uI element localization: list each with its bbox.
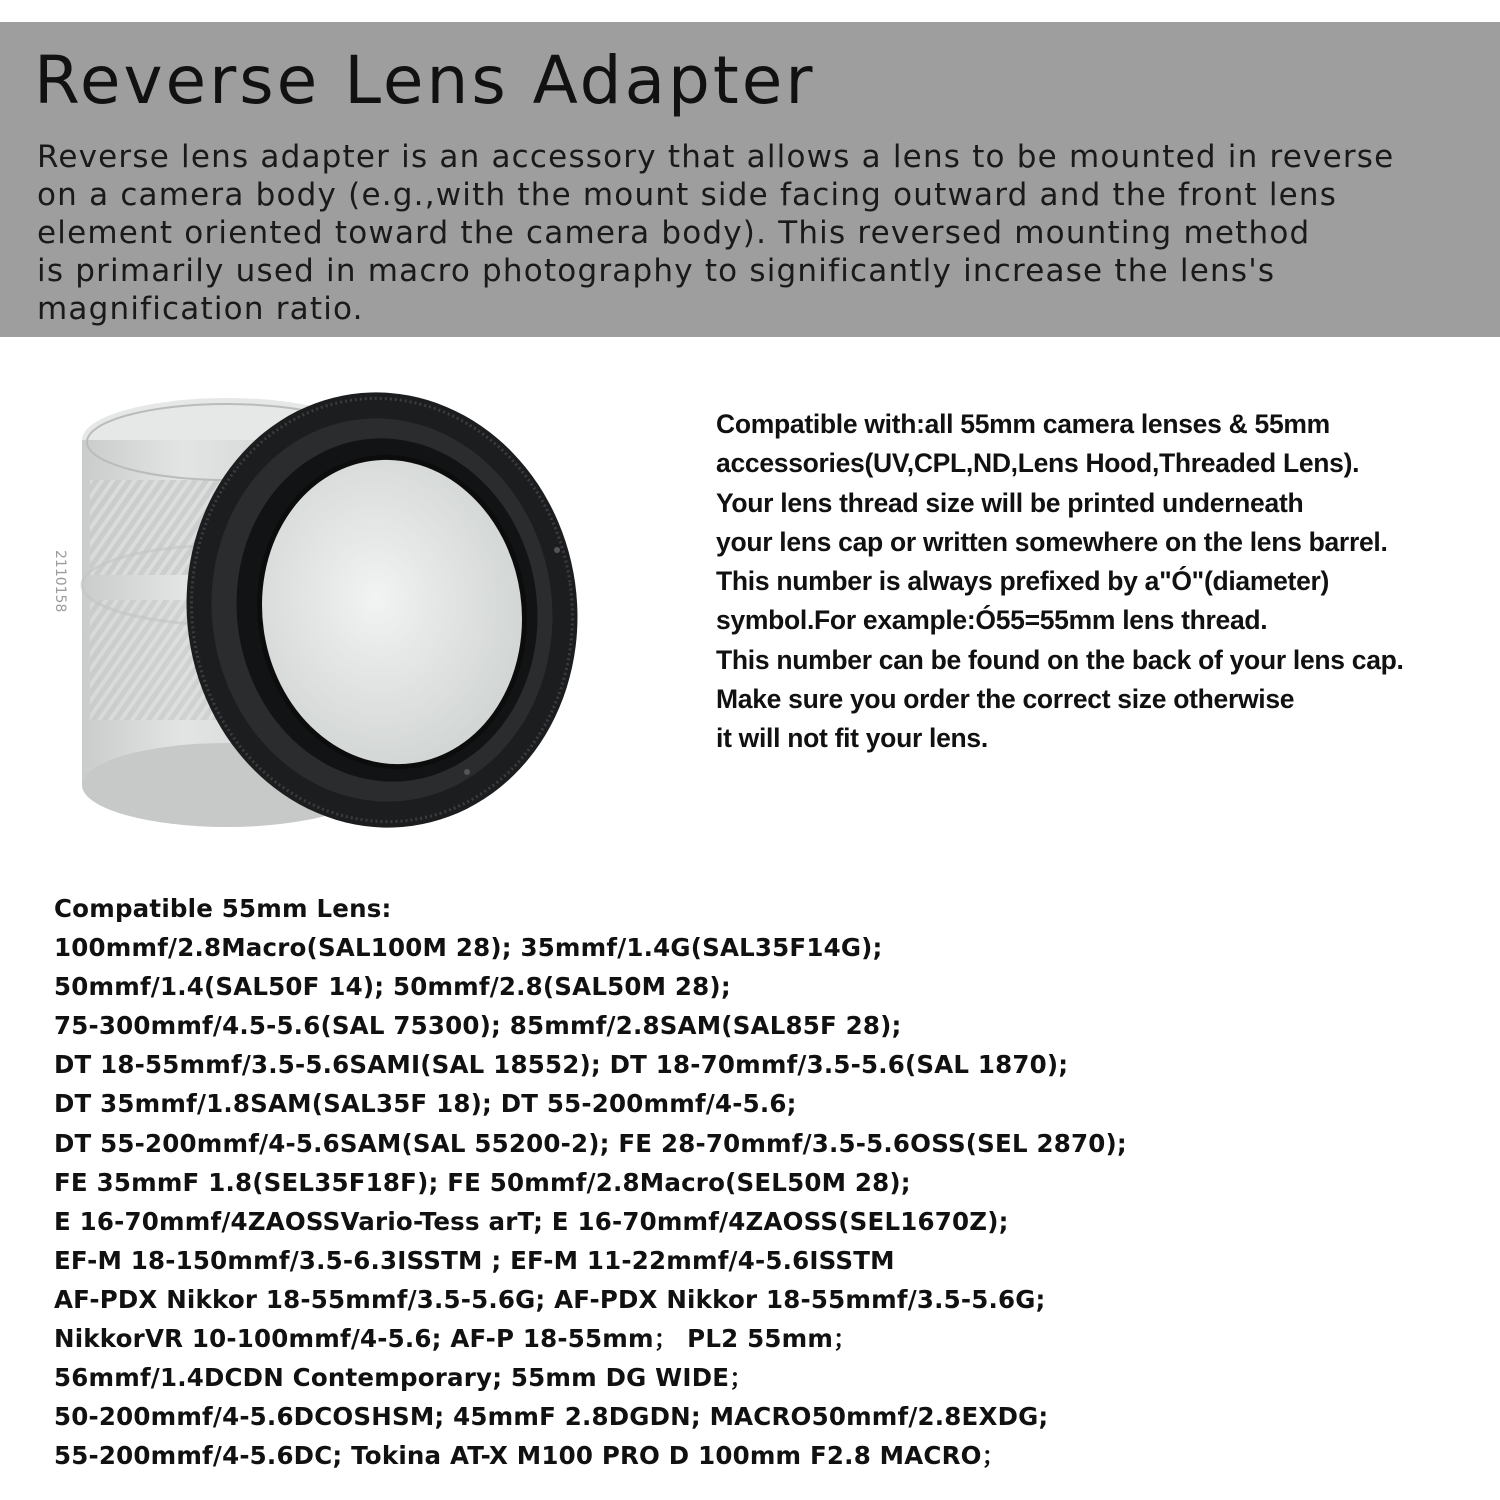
lens-list-line: AF-PDX Nikkor 18-55mmf/3.5-5.6G; AF-PDX Nikkor 18-55mmf/3.5-5.6G; bbox=[54, 1284, 1046, 1314]
lens-list-line: 75-300mmf/4.5-5.6(SAL 75300); 85mmf/2.8SAM(SAL85F 28); bbox=[54, 1011, 902, 1041]
intro-line: magnification ratio. bbox=[37, 291, 364, 327]
compat-line: This number is always prefixed by a"Ó"(diameter) bbox=[716, 566, 1330, 597]
lens-list-line: FE 35mmF 1.8(SEL35F18F); FE 50mmf/2.8Macro(SEL50M 28); bbox=[54, 1167, 911, 1197]
lens-list-line: 55-200mmf/4-5.6DC; Tokina AT-X M100 PRO D 100mm F2.8 MACRO； bbox=[54, 1441, 1007, 1471]
compat-line: symbol.For example:Ó55=55mm lens thread. bbox=[716, 605, 1268, 636]
compatibility-info bbox=[716, 405, 1486, 759]
lens-list-heading: Compatible 55mm Lens: bbox=[54, 894, 392, 923]
lens-list-line: DT 35mmf/1.8SAM(SAL35F 18); DT 55-200mmf/4-5.6; bbox=[54, 1089, 797, 1119]
lens-list-line: DT 55-200mmf/4-5.6SAM(SAL 55200-2); FE 28-70mmf/3.5-5.6OSS(SEL 2870); bbox=[54, 1128, 1127, 1158]
compat-line: Compatible with:all 55mm camera lenses & 55mm bbox=[716, 409, 1330, 439]
compat-line: your lens cap or written somewhere on the lens barrel. bbox=[716, 526, 1388, 557]
compat-line: it will not fit your lens. bbox=[716, 723, 988, 754]
compat-line: accessories(UV,CPL,ND,Lens Hood,Threaded Lens). bbox=[716, 448, 1360, 479]
lens-list-line: 50mmf/1.4(SAL50F 14); 50mmf/2.8(SAL50M 28); bbox=[54, 972, 731, 1002]
compatible-lens-list bbox=[54, 889, 1474, 1475]
lens-list-line: NikkorVR 10-100mmf/4-5.6; AF-P 18-55mm； PL2 55mm； bbox=[54, 1324, 858, 1354]
lens-list-line: EF-M 18-150mmf/3.5-6.3ISSTM ; EF-M 11-22mmf/4-5.6ISSTM bbox=[54, 1245, 895, 1275]
intro-line: Reverse lens adapter is an accessory that allows a lens to be mounted in reverse bbox=[37, 139, 1395, 175]
compat-line: This number can be found on the back of your lens cap. bbox=[716, 644, 1404, 675]
lens-list-line: 50-200mmf/4-5.6DCOSHSM; 45mmF 2.8DGDN; MACRO50mmf/2.8EXDG; bbox=[54, 1402, 1049, 1432]
lens-list-line: E 16-70mmf/4ZAOSSVario-Tess arT; E 16-70mmf/4ZAOSS(SEL1670Z); bbox=[54, 1206, 1009, 1236]
intro-line: on a camera body (e.g.,with the mount side facing outward and the front lens bbox=[37, 177, 1338, 213]
intro-description bbox=[37, 138, 1477, 328]
page-title: Reverse Lens Adapter bbox=[34, 42, 816, 119]
lens-engraving: 2110158 bbox=[52, 550, 68, 613]
lens-list-line: 56mmf/1.4DCDN Contemporary; 55mm DG WIDE； bbox=[54, 1363, 754, 1393]
product-image bbox=[52, 360, 612, 840]
compat-line: Make sure you order the correct size otherwise bbox=[716, 684, 1295, 715]
intro-line: is primarily used in macro photography to significantly increase the lens's bbox=[37, 253, 1276, 289]
intro-line: element oriented toward the camera body). This reversed mounting method bbox=[37, 215, 1311, 251]
lens-list-line: DT 18-55mmf/3.5-5.6SAMI(SAL 18552); DT 18-70mmf/3.5-5.6(SAL 1870); bbox=[54, 1050, 1069, 1080]
lens-list-line: 100mmf/2.8Macro(SAL100M 28); 35mmf/1.4G(SAL35F14G); bbox=[54, 933, 883, 963]
compat-line: Your lens thread size will be printed underneath bbox=[716, 487, 1304, 518]
